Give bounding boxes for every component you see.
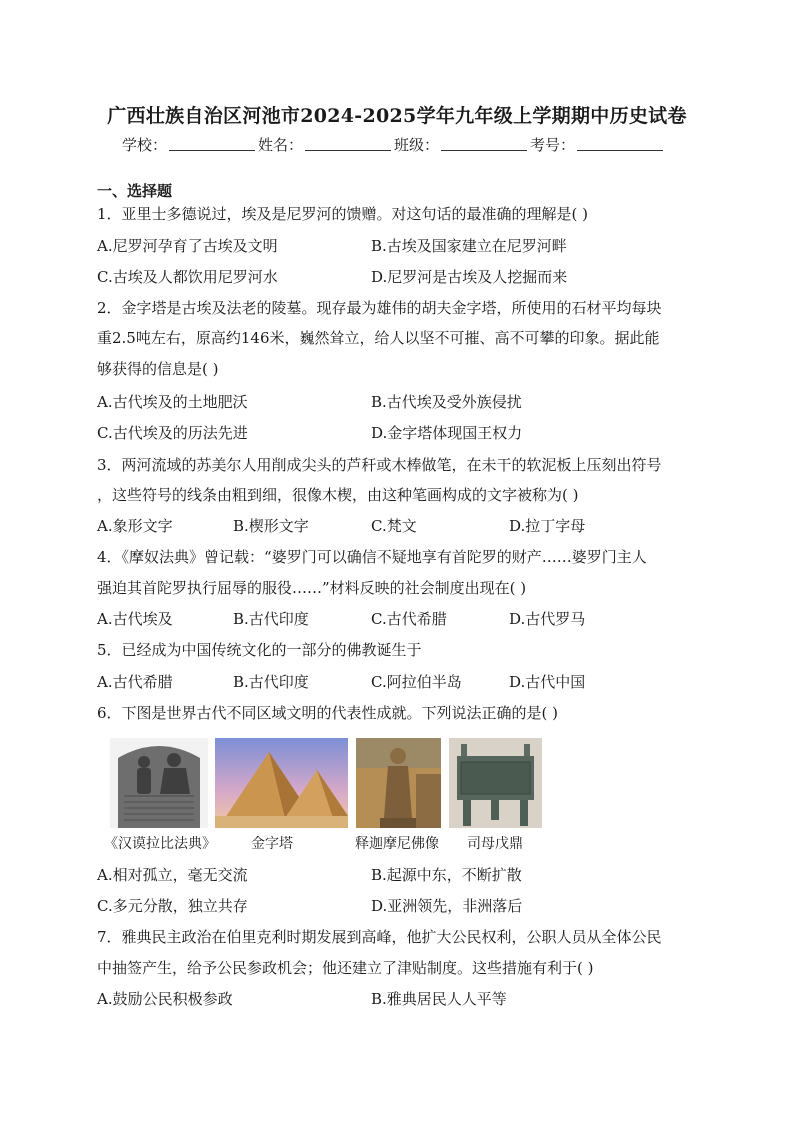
caption-buddha: 释迦摩尼佛像: [355, 836, 439, 852]
question-5-option-a: A.古代希腊: [97, 673, 173, 691]
question-2-stem-line-2: 重2.5吨左右，原高约146米，巍然耸立，给人以坚不可摧、高不可攀的印象。据此能: [97, 329, 660, 347]
question-7-option-b: B.雅典居民人人平等: [371, 990, 507, 1008]
question-1-option-a: A.尼罗河孕育了古埃及文明: [97, 237, 278, 255]
caption-hammurabi: 《汉谟拉比法典》: [104, 836, 216, 852]
question-5-option-b: B.古代印度: [233, 673, 309, 691]
simuwu-ding-image: [449, 738, 542, 828]
question-1-stem: 1．亚里士多德说过，埃及是尼罗河的馈赠。对这句话的最准确的理解是( ): [97, 205, 589, 223]
name-label: 姓名：: [258, 136, 304, 154]
number-label: 考号：: [530, 136, 576, 154]
question-3-option-b: B.楔形文字: [233, 517, 309, 535]
question-6-stem: 6．下图是世界古代不同区域文明的代表性成就。下列说法正确的是( ): [97, 704, 559, 722]
question-2-option-d: D.金字塔体现国王权力: [371, 424, 523, 442]
question-6-option-a: A.相对孤立，毫无交流: [97, 866, 248, 884]
caption-pyramid: 金字塔: [251, 836, 293, 852]
question-3-option-d: D.拉丁字母: [509, 517, 586, 535]
question-2-option-a: A.古代埃及的土地肥沃: [97, 393, 248, 411]
class-label: 班级：: [394, 136, 440, 154]
question-2-option-c: C.古代埃及的历法先进: [97, 424, 248, 442]
pyramid-image: [215, 738, 348, 828]
question-6-option-d: D.亚洲领先，非洲落后: [371, 897, 523, 915]
number-blank: [577, 134, 663, 151]
question-5-stem: 5．已经成为中国传统文化的一部分的佛教诞生于: [97, 641, 422, 659]
question-2-option-b: B.古代埃及受外族侵扰: [371, 393, 522, 411]
question-5-option-c: C.阿拉伯半岛: [371, 673, 462, 691]
question-4-stem-line-1: 4．《摩奴法典》曾记载：“婆罗门可以确信不疑地享有首陀罗的财产……婆罗门主人: [97, 548, 647, 566]
school-blank: [169, 134, 255, 151]
question-5-option-d: D.古代中国: [509, 673, 586, 691]
question-4-option-d: D.古代罗马: [509, 610, 586, 628]
caption-ding: 司母戊鼎: [467, 836, 523, 852]
question-7-option-a: A.鼓励公民积极参政: [97, 990, 233, 1008]
question-3-stem-line-1: 3．两河流域的苏美尔人用削成尖头的芦秆或木棒做笔，在未干的软泥板上压刻出符号: [97, 456, 662, 474]
question-6-option-b: B.起源中东，不断扩散: [371, 866, 522, 884]
question-3-stem-line-2: ，这些符号的线条由粗到细，很像木楔，由这种笔画构成的文字被称为( ): [97, 486, 579, 504]
question-4-option-c: C.古代希腊: [371, 610, 447, 628]
section-heading: 一、选择题: [97, 182, 173, 200]
student-info-row: [122, 134, 666, 155]
question-2-stem-line-1: 2．金字塔是古埃及法老的陵墓。现存最为雄伟的胡夫金字塔，所使用的石材平均每块: [97, 299, 662, 317]
question-7-stem-line-2: 中抽签产生，给予公民参政机会；他还建立了津贴制度。这些措施有利于( ): [97, 959, 594, 977]
question-3-option-c: C.梵文: [371, 517, 417, 535]
question-6-option-c: C.多元分散，独立共存: [97, 897, 248, 915]
question-4-option-a: A.古代埃及: [97, 610, 173, 628]
question-3-option-a: A.象形文字: [97, 517, 173, 535]
page-title: 广西壮族自治区河池市2024-2025学年九年级上学期期中历史试卷: [107, 105, 687, 127]
question-1-option-b: B.古埃及国家建立在尼罗河畔: [371, 237, 567, 255]
name-blank: [305, 134, 391, 151]
question-1-option-c: C.古埃及人都饮用尼罗河水: [97, 268, 278, 286]
hammurabi-code-image: [110, 738, 208, 828]
question-2-stem-line-3: 够获得的信息是( ): [97, 360, 219, 378]
buddha-statue-image: [356, 738, 441, 828]
question-4-stem-line-2: 强迫其首陀罗执行屈辱的服役……”材料反映的社会制度出现在( ): [97, 579, 527, 597]
question-4-option-b: B.古代印度: [233, 610, 309, 628]
question-1-option-d: D.尼罗河是古埃及人挖掘而来: [371, 268, 568, 286]
question-7-stem-line-1: 7．雅典民主政治在伯里克利时期发展到高峰，他扩大公民权利，公职人员从全体公民: [97, 928, 662, 946]
class-blank: [441, 134, 527, 151]
school-label: 学校：: [122, 136, 168, 154]
